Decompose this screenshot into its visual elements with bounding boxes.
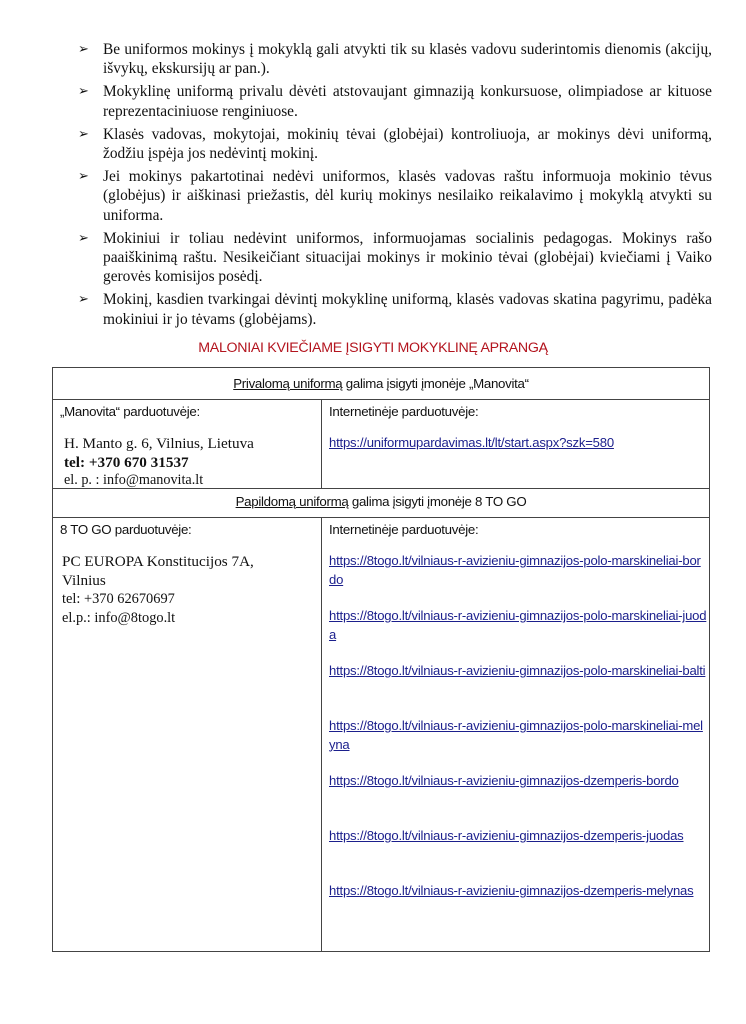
- manovita-phone: tel: +370 670 31537: [64, 454, 189, 471]
- purchase-headline: MALONIAI KVIEČIAME ĮSIGYTI MOKYKLINĘ APRANGĄ: [198, 340, 548, 356]
- 8togo-online-label: Internetinėje parduotuvėje:: [329, 522, 479, 537]
- arrow-bullet-icon: ➢: [78, 292, 89, 308]
- 8togo-link-polo-melyna[interactable]: https://8togo.lt/vilniaus-r-avizieniu-gimnazijos-polo-marskineliai-melyna: [329, 718, 703, 752]
- arrow-bullet-icon: ➢: [78, 126, 89, 142]
- arrow-bullet-icon: ➢: [78, 230, 89, 246]
- 8togo-link-dzemperis-bordo[interactable]: https://8togo.lt/vilniaus-r-avizieniu-gimnazijos-dzemperis-bordo: [329, 773, 679, 788]
- 8togo-link-polo-balti[interactable]: https://8togo.lt/vilniaus-r-avizieniu-gimnazijos-polo-marskineliai-balti: [329, 663, 706, 678]
- manovita-shop-link[interactable]: https://uniformupardavimas.lt/lt/start.aspx?szk=580: [329, 435, 614, 450]
- column-divider: [321, 400, 322, 488]
- list-item: ➢ Mokinį, kasdien tvarkingai dėvintį mokyklinę uniformą, klasės vadovas skatina pagyrimu, padėka mokiniui ir jo tėvams (globėjams).: [78, 291, 712, 328]
- section-heading-8togo: Papildomą uniformą galima įsigyti įmonėje 8 TO GO: [53, 488, 709, 518]
- manovita-address: H. Manto g. 6, Vilnius, Lietuva: [64, 435, 254, 452]
- 8togo-link-polo-bordo[interactable]: https://8togo.lt/vilniaus-r-avizieniu-gimnazijos-polo-marskineliai-bordo: [329, 553, 701, 587]
- 8togo-link-dzemperis-melynas[interactable]: https://8togo.lt/vilniaus-r-avizieniu-gimnazijos-dzemperis-melynas: [329, 883, 694, 898]
- 8togo-link-dzemperis-juodas[interactable]: https://8togo.lt/vilniaus-r-avizieniu-gimnazijos-dzemperis-juodas: [329, 828, 684, 843]
- list-item: ➢ Mokyklinę uniformą privalu dėvėti atstovaujant gimnaziją konkursuose, olimpiadose ar kituose reprezentaciniuose renginiuose.: [78, 83, 712, 120]
- 8togo-link-polo-juoda[interactable]: https://8togo.lt/vilniaus-r-avizieniu-gimnazijos-polo-marskineliai-juoda: [329, 608, 707, 642]
- 8togo-email: el.p.: info@8togo.lt: [62, 610, 176, 626]
- list-item: ➢ Be uniformos mokinys į mokyklą gali atvykti tik su klasės vadovu suderintomis dienomis (akcijų, išvykų, ekskursijų ar pan.).: [78, 41, 712, 78]
- 8togo-address-line2: Vilnius: [62, 572, 106, 589]
- list-item: ➢ Klasės vadovas, mokytojai, mokinių tėvai (globėjai) kontroliuoja, ar mokinys dėvi uniformą, žodžiu įspėja jos nedėvintį mokinį.: [78, 125, 712, 163]
- list-item: ➢ Mokiniui ir toliau nedėvint uniformos, informuojamas socialinis pedagogas. Mokinys rašo paaiškinimą raštu. Nesikeičiant situacijai mokinys ir mokinio tėvai (globėjai) kviečiami į Vaiko gerovės komisijos posėdį.: [78, 229, 712, 286]
- arrow-bullet-icon: ➢: [78, 42, 89, 57]
- purchase-table: [52, 367, 710, 952]
- arrow-bullet-icon: ➢: [78, 168, 89, 184]
- manovita-email: el. p. : info@manovita.lt: [64, 472, 204, 488]
- 8togo-address-line1: PC EUROPA Konstitucijos 7A,: [62, 553, 254, 570]
- arrow-bullet-icon: ➢: [78, 84, 89, 100]
- section-heading-manovita: Privalomą uniformą galima įsigyti įmonėje „Manovita“: [53, 368, 709, 400]
- list-item: ➢ Jei mokinys pakartotinai nedėvi uniformos, klasės vadovas raštu informuoja mokinio tėvus (globėjus) ir aiškinasi priežastis, dėl kurių mokinys nesilaiko reikalavimo į mokyklą atvykti su uniforma.: [78, 167, 712, 224]
- 8togo-store-label: 8 TO GO parduotuvėje:: [60, 522, 192, 537]
- rules-list: [78, 40, 712, 333]
- manovita-store-label: „Manovita“ parduotuvėje:: [60, 404, 200, 419]
- 8togo-phone: tel: +370 62670697: [62, 591, 175, 607]
- manovita-online-label: Internetinėje parduotuvėje:: [329, 404, 479, 419]
- column-divider: [321, 518, 322, 951]
